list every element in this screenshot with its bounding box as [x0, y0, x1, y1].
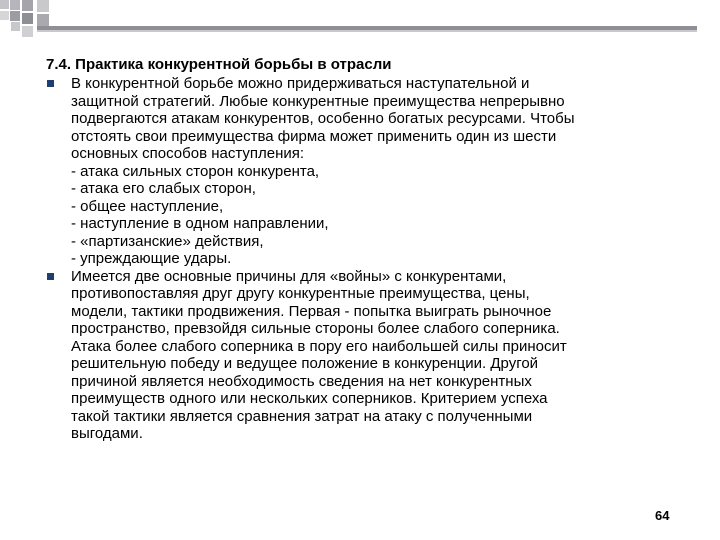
- decor-square: [22, 13, 33, 24]
- text-line: такой тактики является сравнения затрат на атаку с полученными: [71, 407, 533, 425]
- text-line: защитной стратегий. Любые конкурентные преимущества непрерывно: [71, 92, 565, 110]
- decor-square: [11, 22, 20, 31]
- decor-square: [0, 0, 9, 9]
- text-line: решительную победу и ведущее положение в конкуренции. Другой: [71, 355, 539, 372]
- text-line: В конкурентной борьбе можно придерживаться наступательной и: [71, 75, 530, 92]
- text-line: - наступление в одном направлении,: [71, 215, 329, 232]
- text-line: пространство, превзойдя сильные стороны более слабого соперника.: [71, 320, 560, 337]
- page-number: 64: [655, 508, 670, 523]
- square-bullet-icon: [47, 273, 54, 280]
- text-line: модели, тактики продвижения. Первая - попытка выиграть рыночное: [71, 302, 552, 320]
- text-line: - «партизанские» действия,: [71, 232, 264, 250]
- decor-square: [37, 0, 49, 12]
- text-line: подвергаются атакам конкурентов, особенно богатых ресурсами. Чтобы: [71, 110, 575, 127]
- text-line: - общее наступление,: [71, 197, 224, 215]
- text-line: основных способов наступления:: [71, 145, 305, 162]
- text-line: отстоять свои преимущества фирма может применить один из шести: [71, 127, 557, 145]
- text-line: - атака его слабых сторон,: [71, 180, 256, 197]
- slide-content: [46, 56, 686, 443]
- decor-square: [10, 0, 20, 10]
- text-line: выгодами.: [71, 425, 143, 442]
- decor-square: [22, 0, 33, 11]
- decor-square: [0, 11, 9, 20]
- top-rule-shadow: [37, 30, 697, 32]
- bullet-item: [46, 75, 686, 268]
- text-line: причиной является необходимость сведения на нет конкурентных: [71, 372, 532, 390]
- slide-title: 7.4. Практика конкурентной борьбы в отрасли: [46, 56, 392, 73]
- text-line: - упреждающие удары.: [71, 250, 232, 267]
- text-line: преимуществ одного или нескольких соперников. Критерием успеха: [71, 390, 548, 407]
- decor-square: [37, 14, 49, 26]
- square-bullet-icon: [47, 80, 54, 87]
- text-line: Атака более слабого соперника в пору его наибольшей силы приносит: [71, 337, 567, 355]
- bullet-item: [46, 268, 686, 443]
- decor-square: [22, 26, 33, 37]
- text-line: - атака сильных сторон конкурента,: [71, 162, 320, 180]
- decor-square: [10, 11, 20, 21]
- text-line: Имеется две основные причины для «войны» с конкурентами,: [71, 267, 507, 285]
- text-line: противопоставляя друг другу конкурентные преимущества, цены,: [71, 285, 530, 302]
